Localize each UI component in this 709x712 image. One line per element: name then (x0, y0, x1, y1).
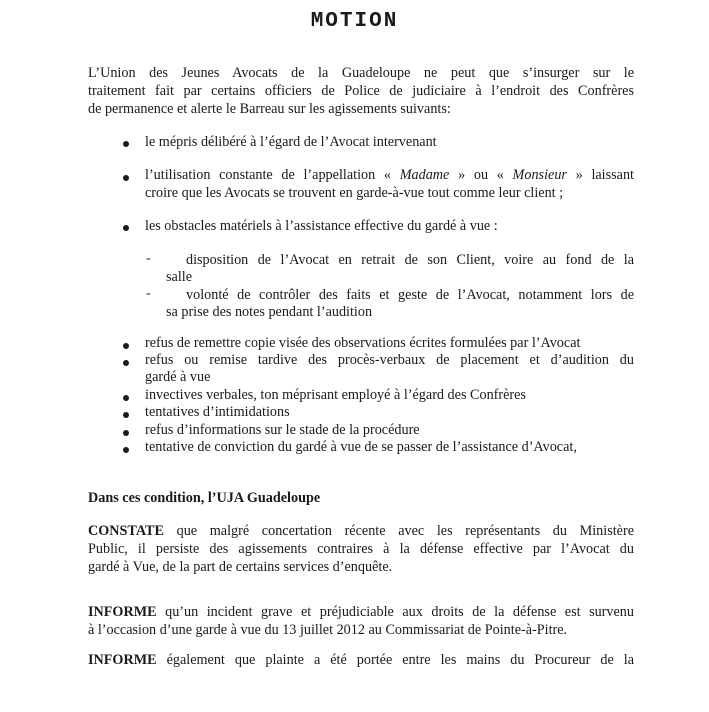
bullet-dot (123, 175, 129, 181)
list-item-6: tentative de conviction du gardé à vue de se passer de l’assistance d’Avocat, (145, 439, 577, 455)
bullet-dot (123, 360, 129, 366)
dash-marker: - (146, 286, 151, 301)
bullet-item-2-madame: Madame (399, 167, 450, 183)
informe-1-keyword: INFORME (88, 604, 157, 620)
section-heading: Dans ces condition, l’UJA Guadeloupe (88, 490, 321, 506)
constate-line-2: Public, il persiste des agissements contraires à la défense effective par l’Avocat du (88, 541, 634, 557)
informe-2-line-1 (88, 652, 634, 670)
list-item-3: invectives verbales, ton méprisant employé à l’égard des Confrères (145, 387, 526, 403)
bullet-dot (123, 343, 129, 349)
constate-line-1 (88, 523, 634, 541)
subitem-1-line-2: salle (166, 269, 192, 285)
bullet-dot (123, 412, 129, 418)
bullet-item-2-pre: l’utilisation constante de l’appellation « (145, 167, 400, 183)
list-item-4: tentatives d’intimidations (145, 404, 290, 420)
bullet-item-2-mid: » ou « (449, 167, 513, 183)
informe-2-keyword: INFORME (88, 652, 157, 668)
subitem-2-line-1: volonté de contrôler des faits et geste de l’Avocat, notamment lors de (186, 287, 634, 303)
bullet-dot (123, 395, 129, 401)
constate-line-3: gardé à Vue, de la part de certains services d’enquête. (88, 559, 393, 575)
subitem-1-line-1: disposition de l’Avocat en retrait de son Client, voire au fond de la (186, 252, 634, 268)
list-item-2-line-2: gardé à vue (145, 369, 211, 385)
bullet-item-2-monsieur: Monsieur (512, 167, 567, 183)
informe-2-line-1-text: également que plainte a été portée entre les mains du Procureur de la (156, 652, 634, 668)
informe-1-line-1-text: qu’un incident grave et préjudiciable aux droits de la défense est survenu (156, 604, 634, 620)
intro-line-3: de permanence et alerte le Barreau sur les agissements suivants: (88, 101, 451, 117)
constate-keyword: CONSTATE (88, 523, 164, 539)
bullet-item-2 (145, 167, 634, 185)
intro-line-2: traitement fait par certains officiers de Police de judiciaire à l’endroit des Confrères (88, 83, 634, 99)
bullet-item-2-post: » laissant (566, 167, 634, 183)
informe-1-line-2: à l’occasion d’une garde à vue du 13 juillet 2012 au Commissariat de Pointe-à-Pitre. (88, 622, 568, 638)
constate-line-1-text: que malgré concertation récente avec les représentants du Ministère (163, 523, 634, 539)
informe-1-line-1 (88, 604, 634, 622)
bullet-item-1: le mépris délibéré à l’égard de l’Avocat intervenant (145, 134, 437, 150)
list-item-2: refus ou remise tardive des procès-verbaux de placement et d’audition du (145, 352, 634, 368)
list-item-1: refus de remettre copie visée des observations écrites formulées par l’Avocat (145, 335, 581, 351)
bullet-item-2-line-2: croire que les Avocats se trouvent en garde-à-vue tout comme leur client ; (145, 185, 564, 201)
dash-marker: - (146, 251, 151, 266)
bullet-dot (123, 430, 129, 436)
list-item-5: refus d’informations sur le stade de la procédure (145, 422, 420, 438)
bullet-dot (123, 447, 129, 453)
bullet-item-3: les obstacles matériels à l’assistance effective du gardé à vue : (145, 218, 498, 234)
bullet-dot (123, 225, 129, 231)
document-title: MOTION (310, 10, 399, 33)
subitem-2-line-2: sa prise des notes pendant l’audition (166, 304, 373, 320)
bullet-dot (123, 141, 129, 147)
intro-line-1: L’Union des Jeunes Avocats de la Guadeloupe ne peut que s’insurger sur le (88, 65, 634, 81)
